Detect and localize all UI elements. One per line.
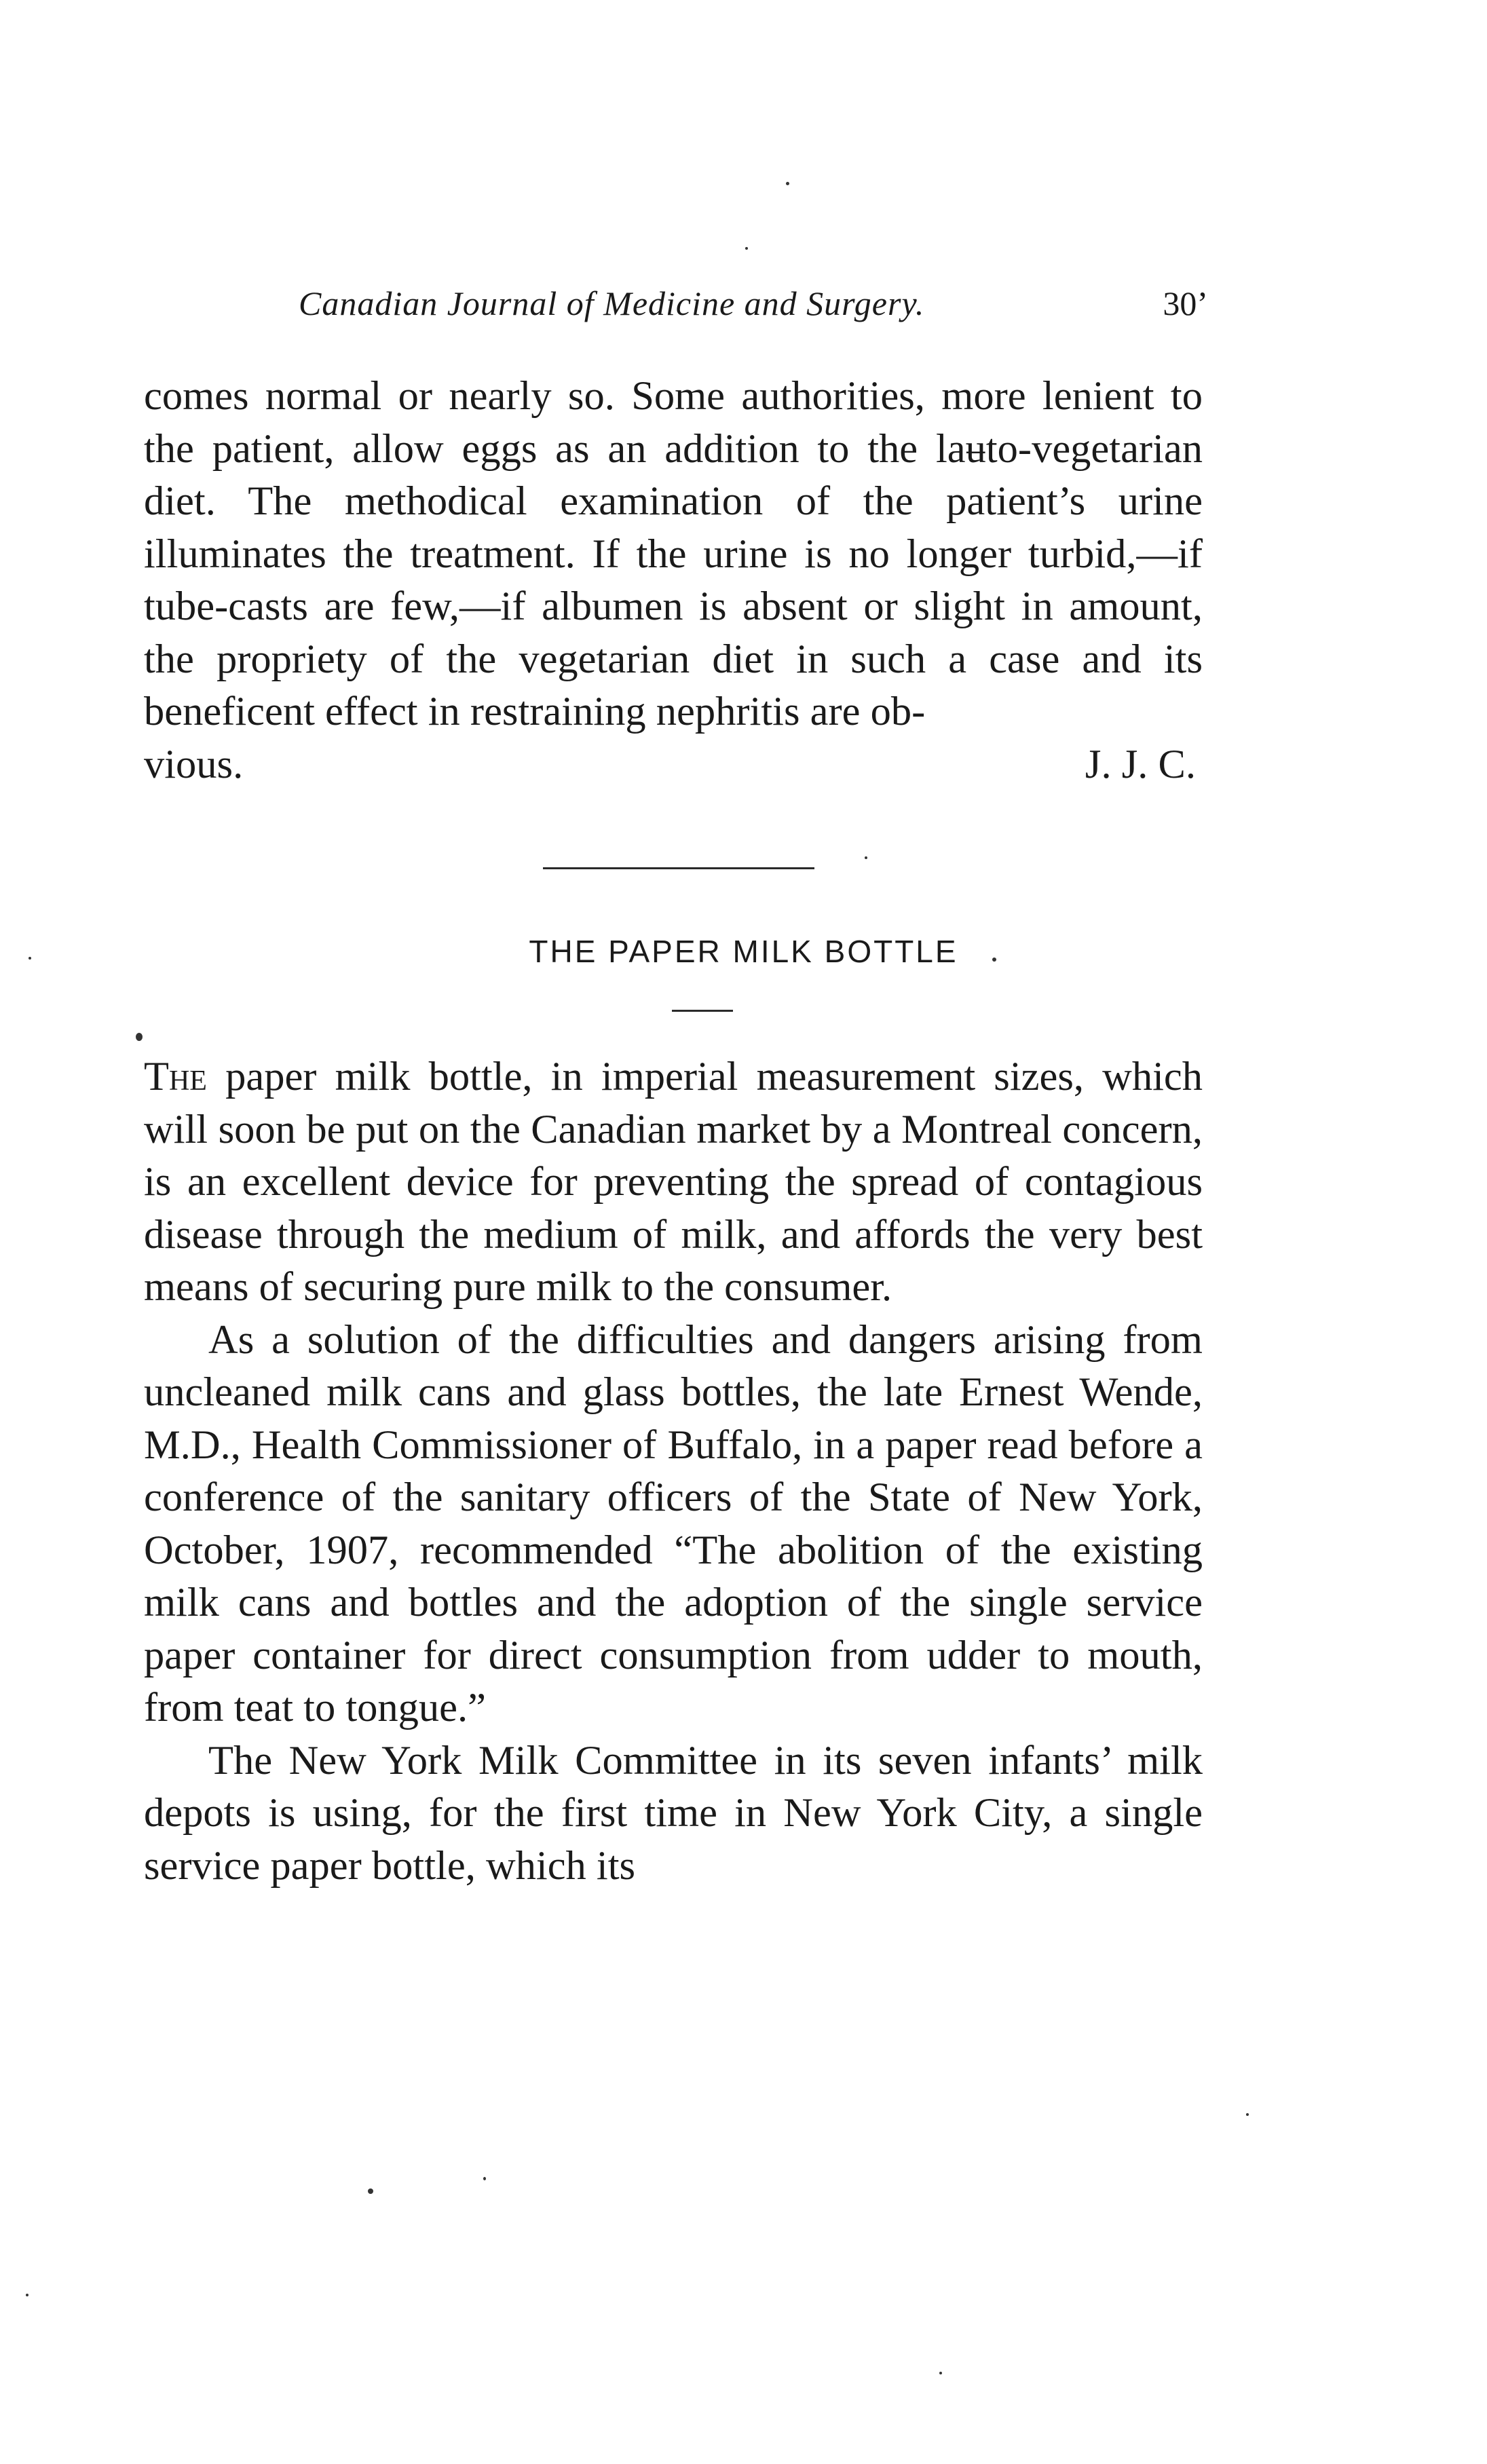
print-speck xyxy=(865,856,867,859)
print-speck xyxy=(939,2372,942,2374)
print-speck xyxy=(745,247,748,250)
print-speck xyxy=(29,957,31,960)
print-speck xyxy=(992,958,996,962)
print-speck xyxy=(786,182,789,185)
running-header xyxy=(299,284,1208,338)
print-speck xyxy=(136,1033,143,1041)
previous-article-last-line xyxy=(144,738,1203,791)
article-paragraph-3: The New York Milk Committee in its seven infants’ milk depots is using, for the first time in New York City, a single service paper bottle, which its xyxy=(144,1737,1203,1889)
author-initials: J. J. C. xyxy=(1085,741,1196,787)
article-paragraph-2: As a solution of the difficulties and dangers arising from uncleaned milk cans and glass bottles, the late Ernest Wende, M.D., Health Commissioner of Buffalo, in a paper read before a conference of the sanitary officers of the State of New York, October, 1907, recommended “The abolition of the existing milk cans and bottles and the adoption of the single service paper container for direct consumption from udder to mouth, from teat to tongue.” xyxy=(144,1316,1203,1730)
article-body xyxy=(144,1050,1203,1892)
journal-title: Canadian Journal of Medicine and Surgery. xyxy=(299,284,925,322)
print-speck xyxy=(483,2177,486,2180)
paragraph-1-text: paper milk bottle, in imperial measurement sizes, which will soon be put on the Canadian market by a Montreal concern, is an excellent device for preventing the spread of contagious disease through the medium of milk, and affords the very best means of securing pure milk to the consumer. xyxy=(144,1054,1203,1310)
previous-article-paragraph: comes normal or nearly so. Some authorities, more lenient to the patient, allow eggs as an addition to the laʉto-vegetarian diet. The methodical examination of the patient’s urine illuminates the treatment. If the urine is no longer turbid,—if tube-casts are few,—if albumen is absent or slight in amount, the propriety of the vegetarian diet in such a case and its beneficent effect in restraining nephritis are ob- xyxy=(144,373,1203,734)
print-speck xyxy=(1246,2113,1249,2116)
previous-article-last-word: vious. xyxy=(144,741,244,787)
previous-article-ending xyxy=(144,370,1203,791)
paragraph-opening-word: The xyxy=(144,1054,207,1099)
page-number: 30ʼ xyxy=(1163,284,1208,322)
print-speck xyxy=(368,2188,373,2194)
print-speck xyxy=(26,2294,29,2296)
section-divider xyxy=(543,867,814,869)
title-underline xyxy=(672,1010,733,1012)
article-title: THE PAPER MILK BOTTLE xyxy=(529,934,958,969)
article-paragraph-1 xyxy=(144,1050,1203,1314)
